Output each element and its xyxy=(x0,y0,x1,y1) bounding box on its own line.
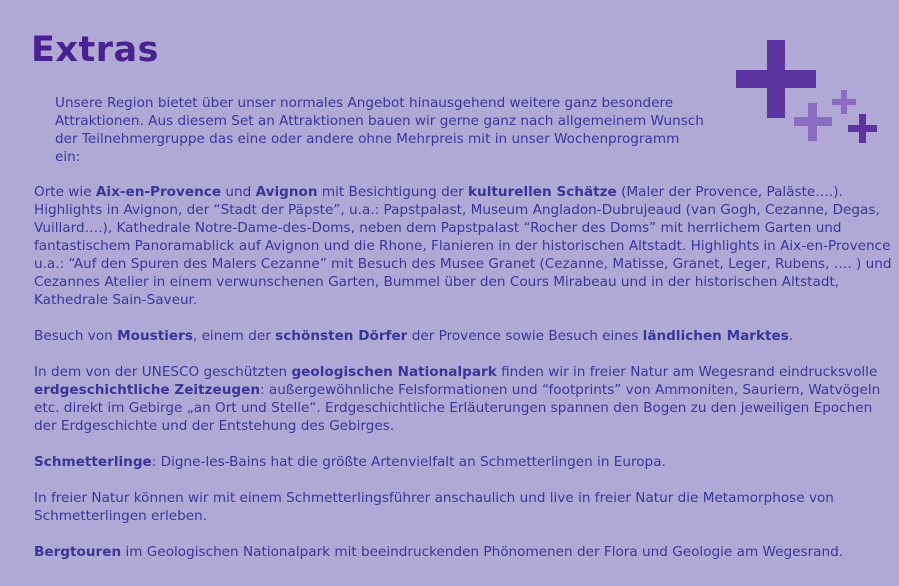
text: der Provence sowie Besuch eines xyxy=(407,328,643,344)
highlight-butterflies: Schmetterlinge xyxy=(34,454,152,470)
paragraph-moustiers xyxy=(34,327,894,345)
paragraph-mountain-tours xyxy=(34,543,894,561)
highlight-villages: schönsten Dörfer xyxy=(275,328,408,344)
content-body xyxy=(34,183,894,579)
text: , einem der xyxy=(192,328,276,344)
plus-icon-medium xyxy=(794,103,832,141)
highlight-culture: kulturellen Schätze xyxy=(468,184,617,200)
highlight-aix: Aix-en-Provence xyxy=(95,184,222,200)
text: In dem von der UNESCO geschützten xyxy=(34,364,292,380)
highlight-witnesses: erdgeschichtliche Zeitzeugen xyxy=(34,382,261,398)
highlight-geopark: geologischen Nationalpark xyxy=(291,364,497,380)
text: Orte wie xyxy=(34,184,96,200)
plus-icon-small-right xyxy=(848,114,877,143)
page-title: Extras xyxy=(31,30,159,70)
highlight-avignon: Avignon xyxy=(255,184,318,200)
paragraph-metamorphosis: In freier Natur können wir mit einem Schmetterlingsführer anschaulich und live in freier Natur die Metamorphose von Schmetterlingen erleben. xyxy=(34,490,834,524)
text: im Geologischen Nationalpark mit beeindruckenden Phönomenen der Flora und Geologie am Wegesrand. xyxy=(121,544,844,560)
paragraph-butterflies xyxy=(34,453,894,471)
text: mit Besichtigung der xyxy=(317,184,469,200)
text: : außergewöhnliche Felsformationen und “footprints” von Ammoniten, Sauriern, Watvögeln etc. direkt im Gebirge „an Ort und Stelle“. Erdgeschichtliche Erläuterungen spannen den Bogen zu den jeweiligen Epochen der Erdgeschichte und der Entstehung des Gebirges. xyxy=(34,382,881,434)
text: Besuch von xyxy=(34,328,118,344)
text: (Maler der Provence, Paläste….). Highlights in Avignon, der “Stadt der Päpste”, u.a.: Papstpalast, Museum Angladon-Dubrujeaud (van Gogh, Cezanne, Degas, Vuillard….), Kathedrale Notre-Dame-des-Doms, neben dem Papstpalast “Rocher des Doms” mit herrlichem Garten und fantastischem Panoramablick auf Avignon und die Rhone, Flanieren in der historischen Altstadt. Highlights in Aix-en-Provence u.a.: “Auf den Spuren des Malers Cezanne” mit Besuch des Musee Granet (Cezanne, Matisse, Granet, Leger, Rubens, …. ) und Cezannes Atelier in einem verwunschenen Garten, Bummel über den Cours Mirabeau und in der historischen Altstadt, Kathedrale Sain-Saveur. xyxy=(34,184,892,308)
text: : Digne-les-Bains hat die größte Artenvielfalt an Schmetterlingen in Europa. xyxy=(151,454,666,470)
highlight-moustiers: Moustiers xyxy=(117,328,193,344)
intro-paragraph: Unsere Region bietet über unser normales Angebot hinausgehend weitere ganz besondere Attraktionen. Aus diesem Set an Attraktionen bauen wir gerne ganz nach allgemeinem Wunsch der Teilnehmergruppe das eine oder andere ohne Mehrpreis mit in unser Wochenprogramm ein: xyxy=(55,95,704,165)
text: finden wir in freier Natur am Wegesrand eindrucksvolle xyxy=(496,364,878,380)
text: . xyxy=(788,328,794,344)
paragraph-geopark xyxy=(34,363,894,435)
highlight-market: ländlichen Marktes xyxy=(642,328,789,344)
highlight-mountain-tours: Bergtouren xyxy=(34,544,122,560)
plus-icon-small-top xyxy=(832,90,856,114)
paragraph-cities xyxy=(34,183,894,309)
text: und xyxy=(221,184,256,200)
